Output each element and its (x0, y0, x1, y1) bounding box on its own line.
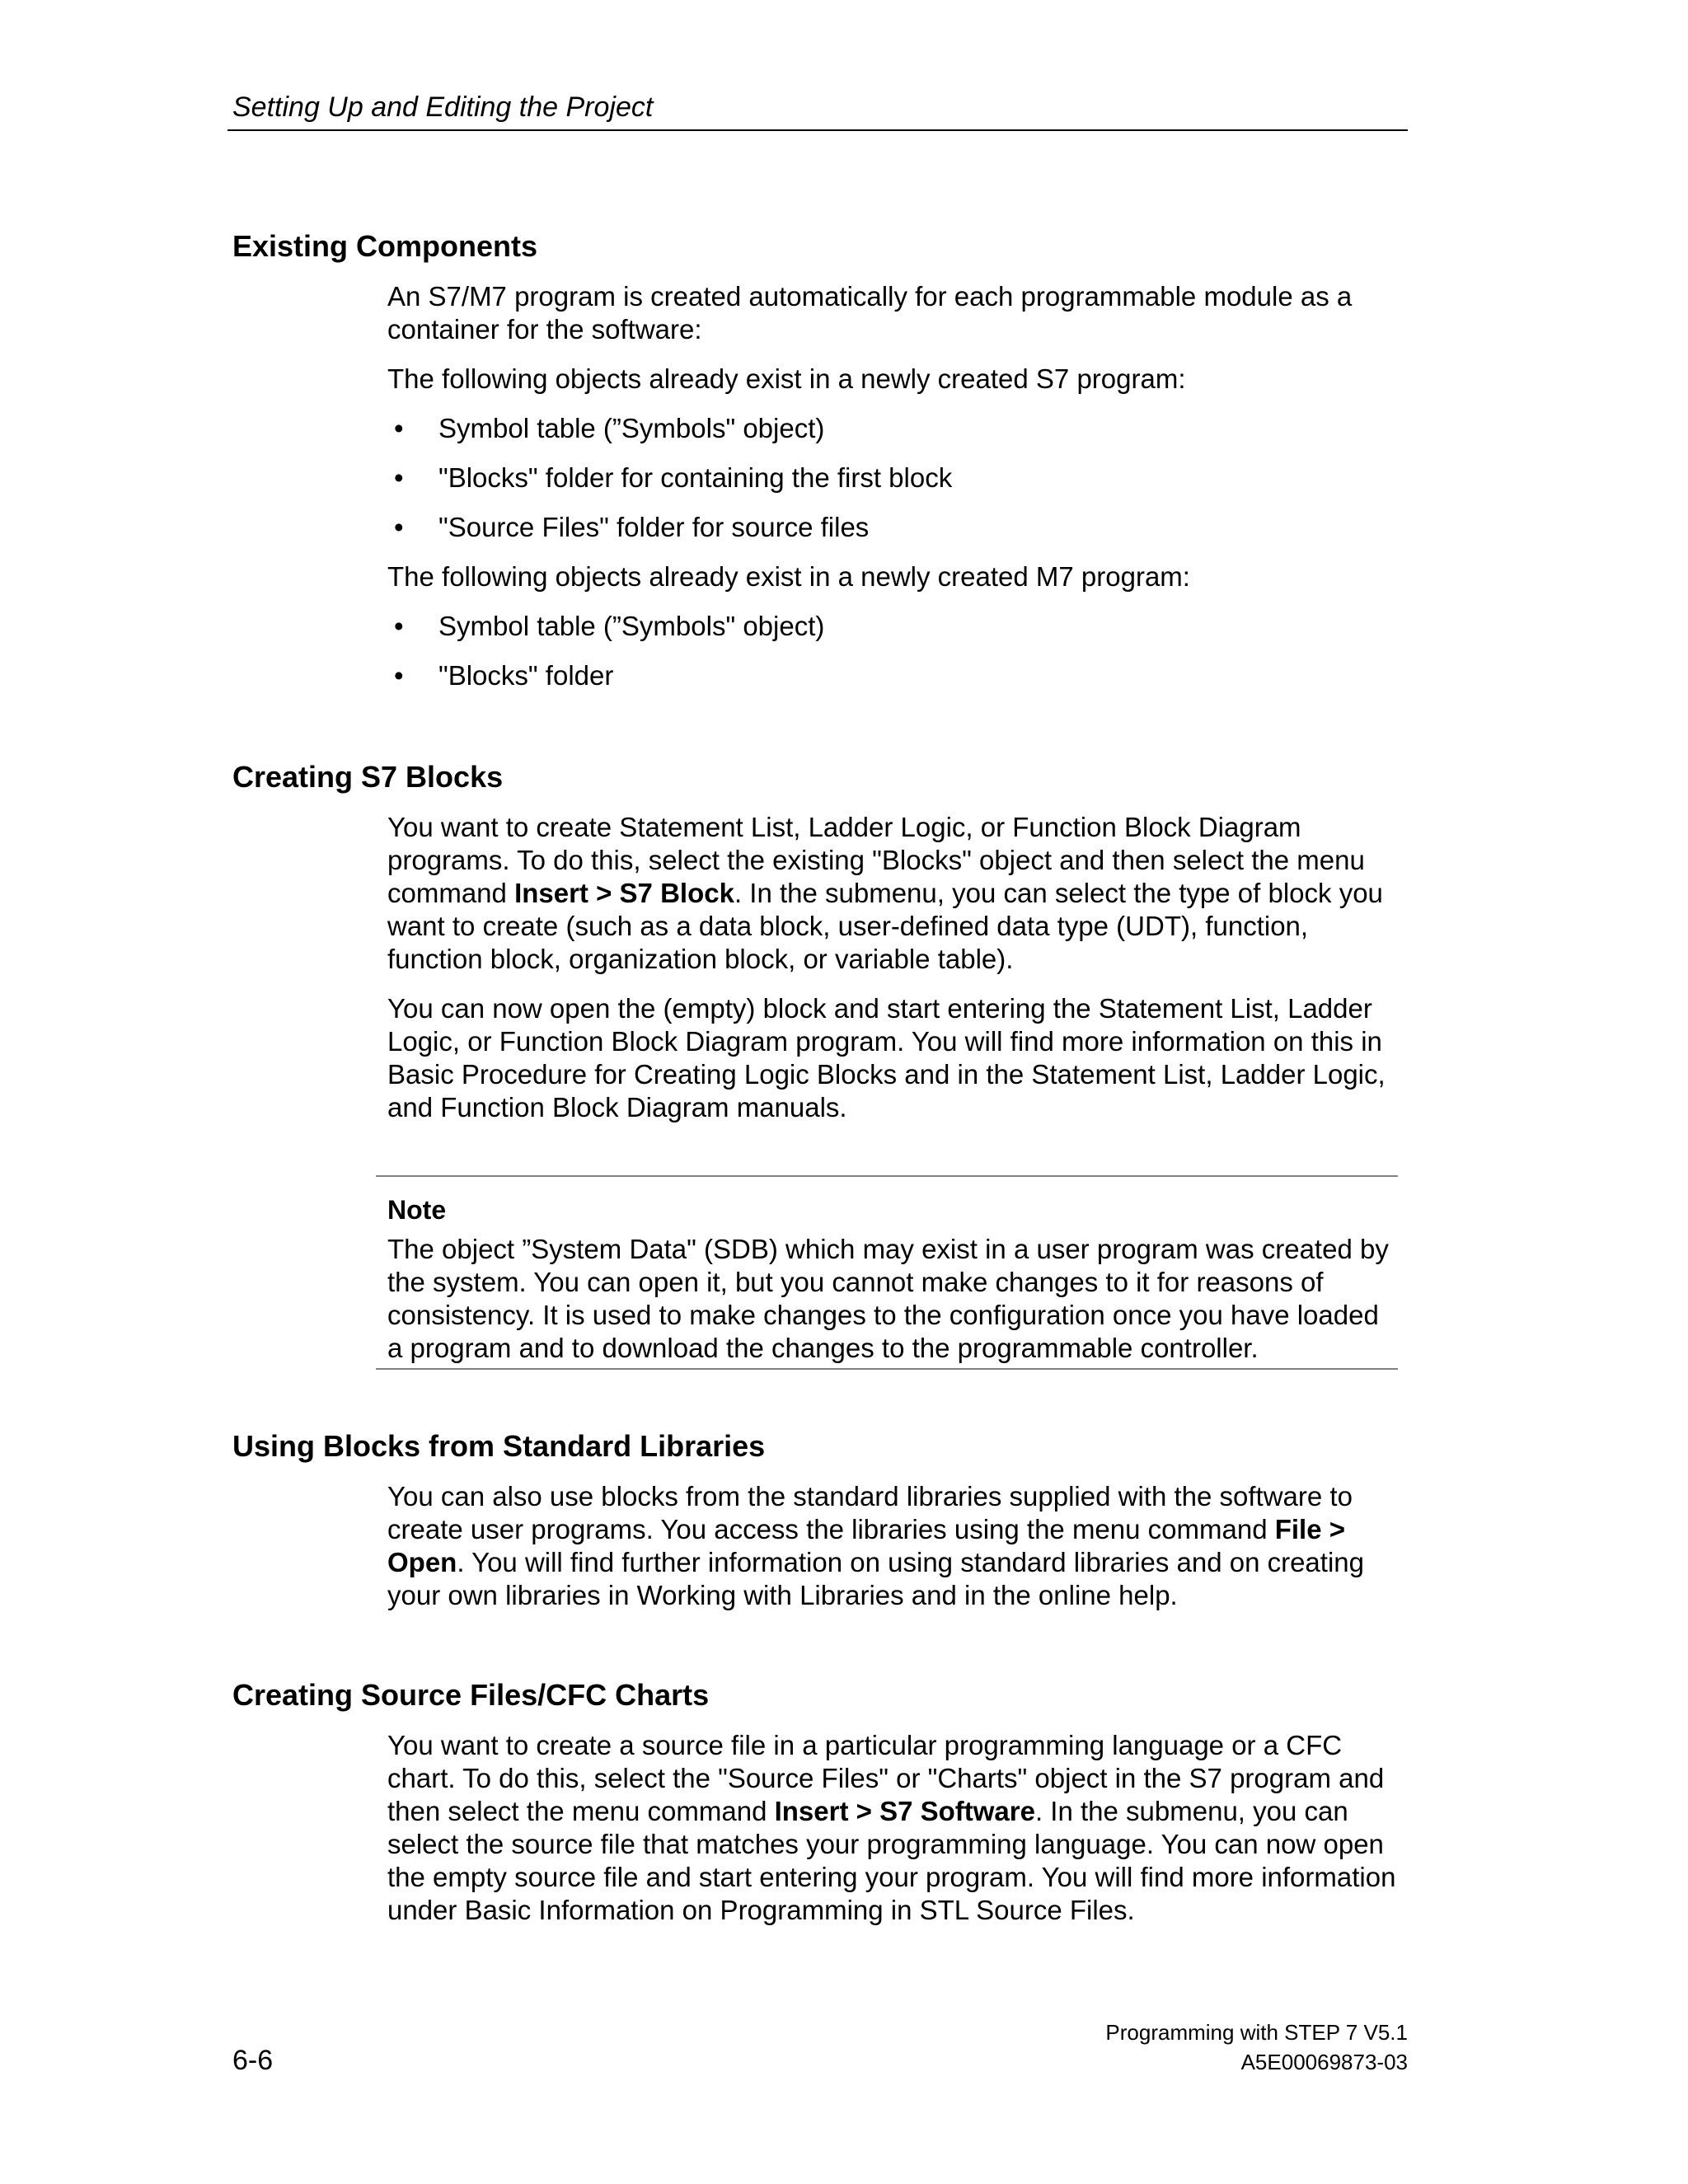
bullet-icon: • (394, 413, 404, 443)
menu-command: Insert > S7 Block (514, 878, 734, 908)
bullet-icon: • (394, 462, 404, 493)
section-source-files (387, 1729, 1409, 1943)
running-header: Setting Up and Editing the Project (232, 91, 654, 123)
list-item: • "Blocks" folder for containing the first block (394, 462, 953, 493)
menu-command: Insert > S7 Software (774, 1796, 1035, 1826)
bullet-icon: • (394, 611, 404, 641)
note-text: The object ”System Data" (SDB) which may exist in a user program was created by the system. You can open it, but you cannot make changes to it for reasons of consistency. It is used to make changes to the configuration once you have loaded a program and to download the changes to the programmable controller. (387, 1234, 1389, 1363)
list-m7-objects (387, 610, 1409, 692)
list-item: • Symbol table (”Symbols" object) (394, 413, 825, 443)
paragraph-s7-blocks-1: You want to create Statement List, Ladder Logic, or Function Block Diagram programs. To do this, select the existing "Blocks" object and then select the menu command Insert > S7 Block. In the submenu, you can select the type of block you want to create (such as a data block, user-defined data type (UDT), function, function block, organization block, or variable table). (387, 812, 1383, 974)
list-item: • "Blocks" folder (394, 660, 614, 691)
menu-command: File > Open (387, 1514, 1346, 1577)
bullet-icon: • (394, 512, 404, 542)
heading-standard-libraries: Using Blocks from Standard Libraries (232, 1429, 766, 1463)
section-standard-libraries (387, 1480, 1409, 1629)
note-label: Note (387, 1195, 447, 1225)
section-existing-components (387, 280, 1409, 709)
note-box (376, 1175, 1398, 1370)
list-s7-objects (387, 412, 1409, 544)
page-number: 6-6 (232, 2045, 274, 2076)
paragraph-s7-lead: The following objects already exist in a newly created S7 program: (387, 363, 1186, 394)
list-item: • Symbol table (”Symbols" object) (394, 611, 825, 641)
paragraph-libraries: You can also use blocks from the standard libraries supplied with the software to create user programs. You access the libraries using the menu command File > Open. You will find further information on using standard libraries and on creating your own libraries in Working with Libraries and in the online help. (387, 1481, 1364, 1610)
paragraph-s7-blocks-2: You can now open the (empty) block and start entering the Statement List, Ladder Logic, or Function Block Diagram program. You will find more information on this in Basic Procedure for Creating Logic Blocks and in the Statement List, Ladder Logic, and Function Block Diagram manuals. (387, 993, 1386, 1122)
section-creating-s7-blocks (387, 811, 1409, 1141)
bullet-icon: • (394, 660, 404, 691)
footer-manual-info (1105, 2018, 1408, 2077)
document-number: A5E00069873-03 (1240, 2050, 1408, 2074)
paragraph-source-files: You want to create a source file in a particular programming language or a CFC chart. To do this, select the "Source Files" or "Charts" object in the S7 program and then select the menu command Insert > S7 Software. In the submenu, you can select the source file that matches your programming language. You can now open the empty source file and start entering your program. You will find more information under Basic Information on Programming in STL Source Files. (387, 1730, 1396, 1925)
heading-source-files: Creating Source Files/CFC Charts (232, 1678, 710, 1712)
list-item: • "Source Files" folder for source files (394, 512, 870, 542)
manual-title: Programming with STEP 7 V5.1 (1105, 2020, 1408, 2045)
paragraph-intro: An S7/M7 program is created automatically for each programmable module as a container for the software: (387, 281, 1353, 344)
paragraph-m7-lead: The following objects already exist in a newly created M7 program: (387, 561, 1190, 592)
heading-creating-s7-blocks: Creating S7 Blocks (232, 760, 504, 794)
heading-existing-components: Existing Components (232, 229, 538, 263)
header-rule (227, 129, 1408, 131)
